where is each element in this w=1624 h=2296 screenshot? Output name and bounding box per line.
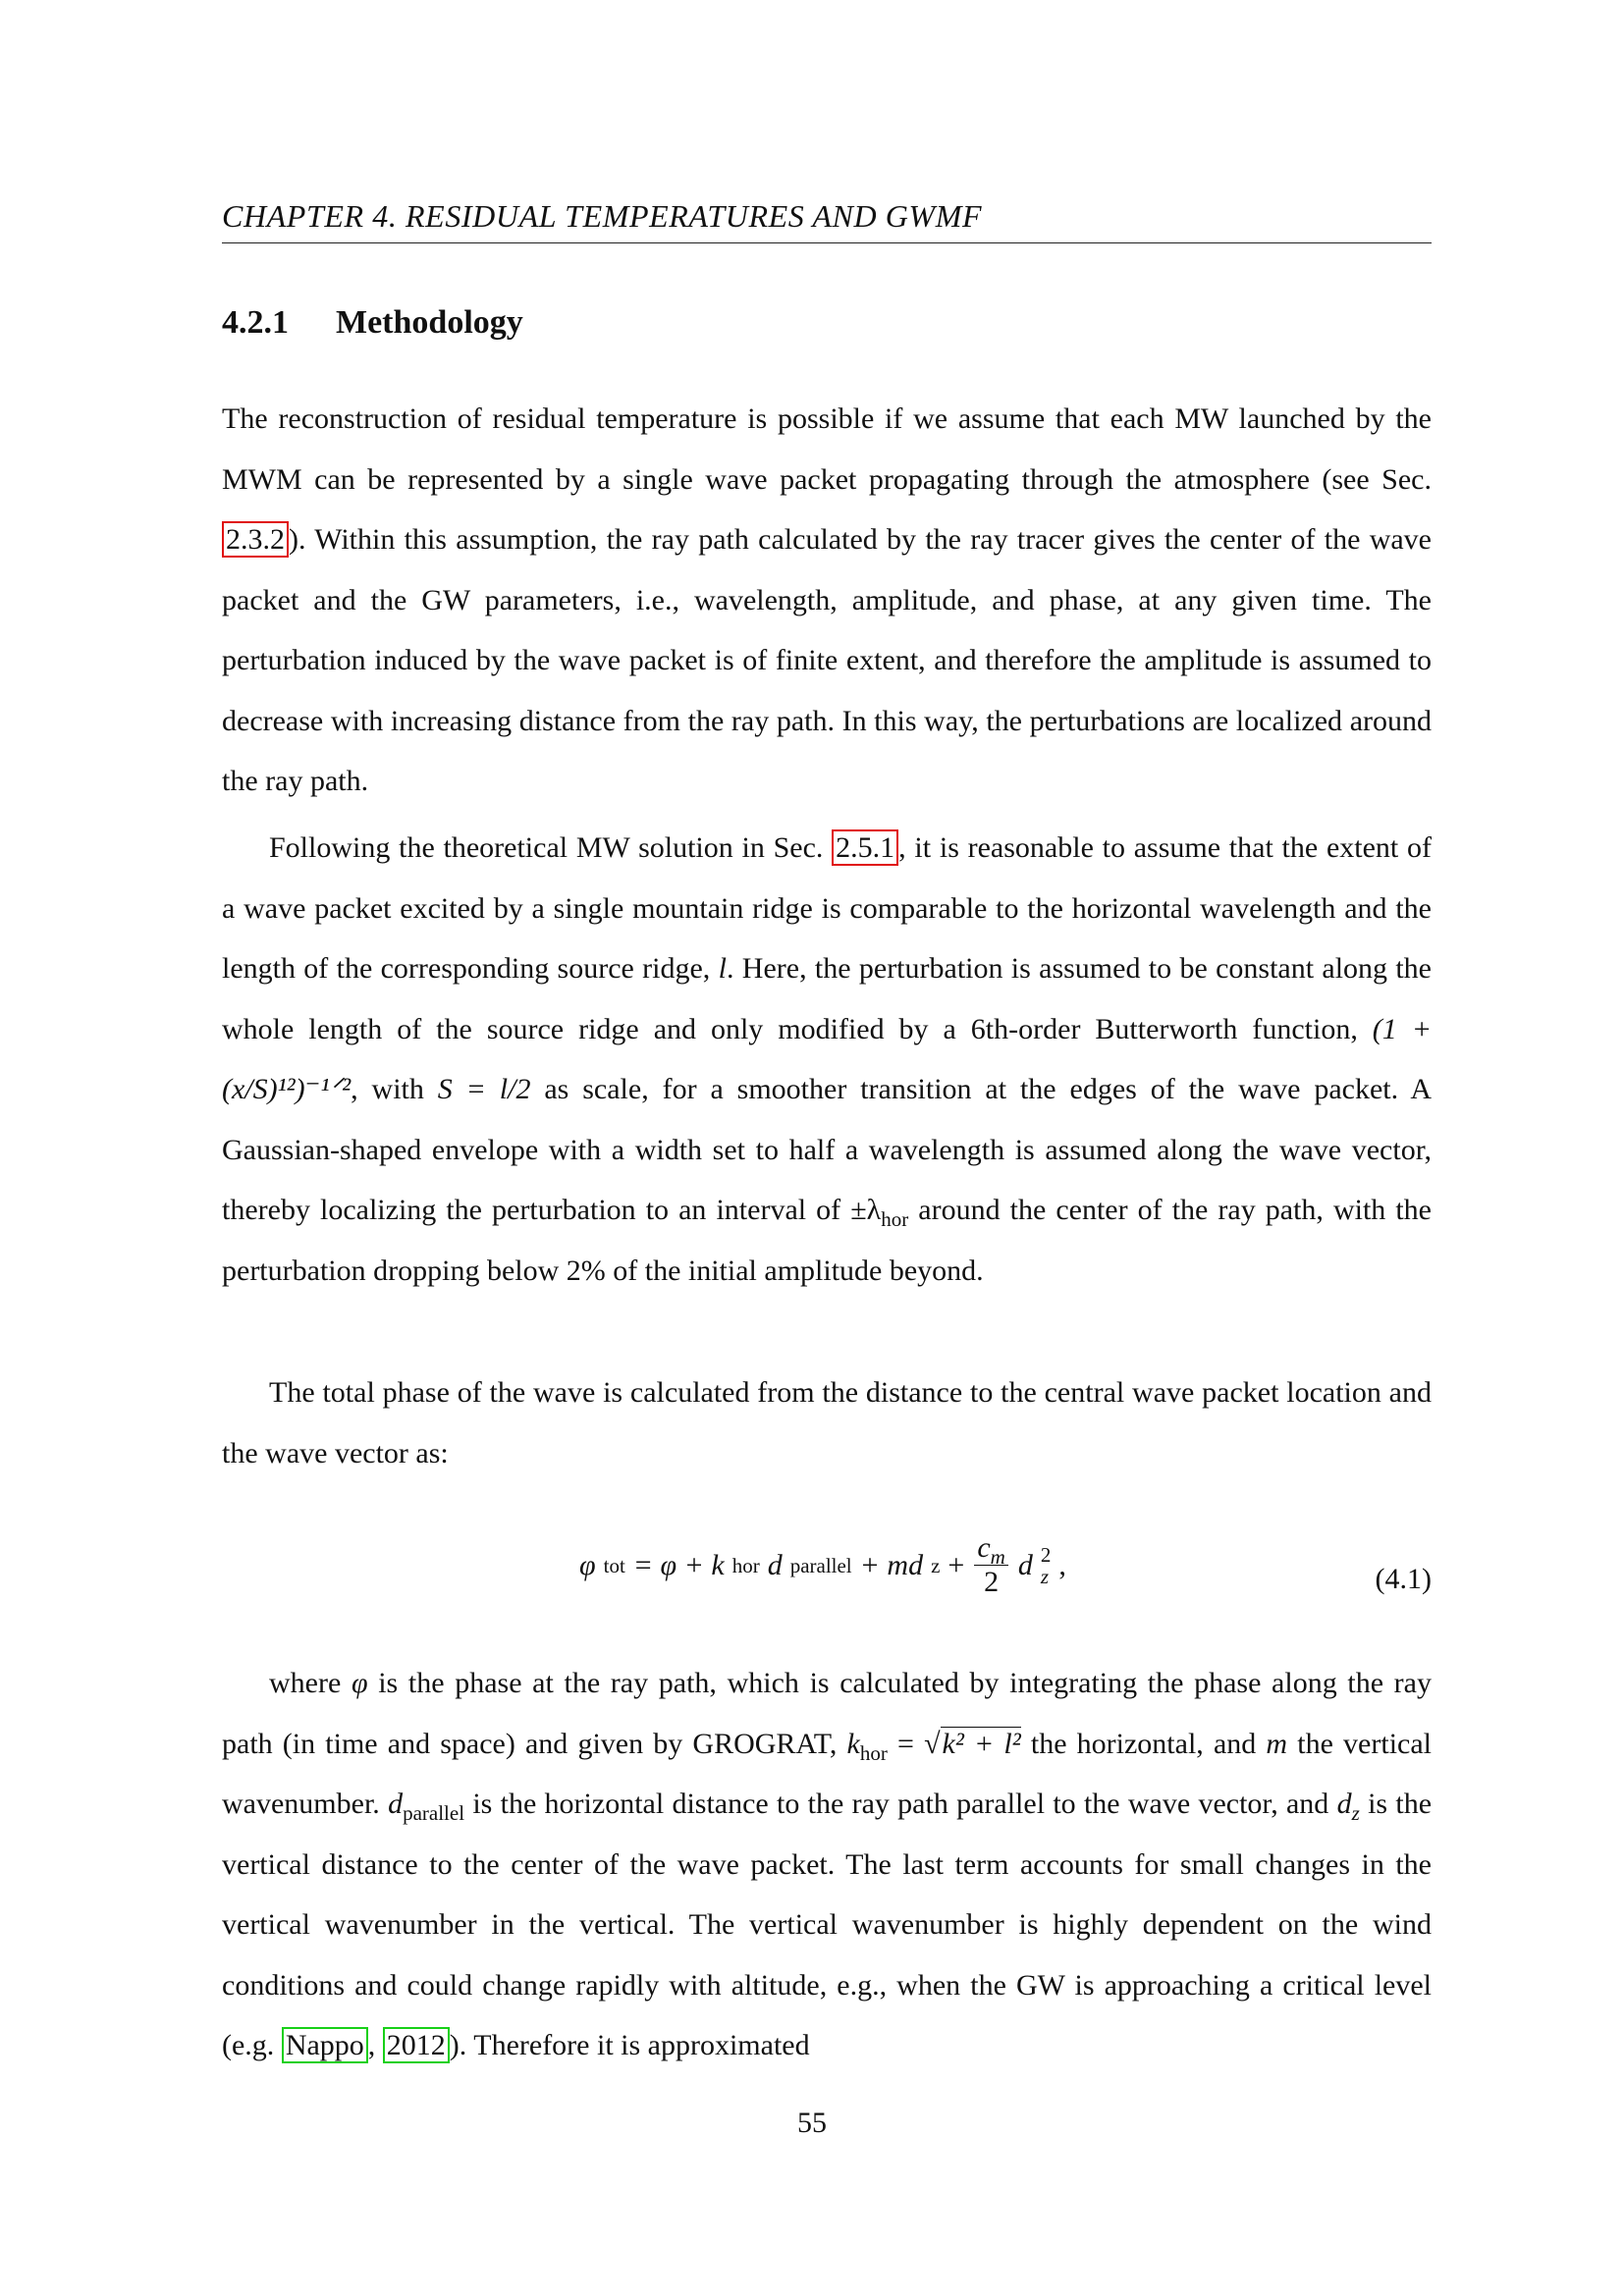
paragraph-text: the vertical wavenumber. xyxy=(222,1727,1432,1820)
paragraph-4 xyxy=(222,1653,1432,2076)
math-var-l: l xyxy=(718,952,727,985)
math-sub: hor xyxy=(859,1740,888,1765)
paragraph-text: where xyxy=(269,1667,352,1699)
paragraph-text: around the center of the ray path, with the perturbation dropping below 2% of the initial amplitude beyond. xyxy=(222,1194,1432,1287)
paragraph-text: . Here, the perturbation is assumed to be constant along the whole length of the source ridge and only modified by a 6th-order Butterworth function, xyxy=(222,952,1432,1045)
citation-sep: , xyxy=(367,2029,383,2061)
math-sub: parallel xyxy=(403,1801,465,1825)
paragraph-text: , with xyxy=(351,1073,438,1105)
paragraph-text: The reconstruction of residual temperature is possible if we assume that each MW launched by the MWM can be represented by a single wave packet propagating through the atmosphere (see Sec. xyxy=(222,402,1432,496)
math-dpar: d xyxy=(388,1788,404,1820)
math-m: m xyxy=(1266,1727,1288,1760)
math-sqrt-arg: k² + l² xyxy=(942,1727,1021,1760)
equation-number: (4.1) xyxy=(1375,1563,1432,1595)
eq-term: + md xyxy=(859,1548,924,1581)
section-title: Methodology xyxy=(336,304,523,341)
paragraph-text: the horizontal, and xyxy=(1020,1727,1267,1760)
eq-var: d xyxy=(767,1548,783,1581)
math-sub: z xyxy=(1351,1801,1360,1825)
running-header: CHAPTER 4. RESIDUAL TEMPERATURES AND GWMF xyxy=(222,198,1432,243)
math-sub: hor xyxy=(881,1207,909,1231)
paragraph-text: ). Within this assumption, the ray path calculated by the ray tracer gives the center of the wave packet and the GW parameters, i.e., wavelength, amplitude, and phase, at any given time. The perturbation induced by the wave packet is of finite extent, and therefore the amplitude is assumed to decrease with increasing distance from the ray path. In this way, the perturbations are localized around the ray path. xyxy=(222,523,1432,797)
paragraph-3: The total phase of the wave is calculated from the distance to the central wave packet location and the wave vector as: xyxy=(222,1376,1432,1469)
eq-sub: m xyxy=(990,1545,1005,1569)
eq-comma: , xyxy=(1058,1548,1066,1581)
eq-plus: + xyxy=(947,1548,965,1581)
eq-lhs: φ xyxy=(579,1548,596,1581)
paragraph-text: as scale, for a smoother transition at the edges of the wave packet. A Gaussian-shaped envelope with a width set to half a wavelength is assumed along the wave vector, thereby localizing the perturbation to an interval of xyxy=(222,1073,1432,1226)
paragraph-1 xyxy=(222,389,1432,812)
section-link-2-3-2[interactable]: 2.3.2 xyxy=(222,521,289,558)
section-heading xyxy=(222,304,523,342)
paragraph-text: is the vertical distance to the center of the wave packet. The last term accounts for small changes in the vertical wavenumber in the vertical. The vertical wavenumber is highly dependent on the wind conditions and could change rapidly with altitude, e.g., when the GW is approaching a critical level (e.g. xyxy=(222,1788,1433,2061)
eq-frac-num: c xyxy=(977,1531,991,1564)
paragraph-text: is the phase at the ray path, which is calculated by integrating the phase along the ray path (in time and space) and given by GROGRAT, xyxy=(222,1667,1432,1760)
paragraph-text: ). Therefore it is approximated xyxy=(449,2029,810,2061)
math-eq: = √ xyxy=(887,1727,941,1760)
paragraph-text: is the horizontal distance to the ray path parallel to the wave vector, and xyxy=(464,1788,1337,1820)
paragraph-text: Following the theoretical MW solution in Sec. xyxy=(269,831,833,864)
math-dz: d xyxy=(1336,1788,1352,1820)
math-phi: φ xyxy=(351,1667,368,1699)
equation-4-1: φ tot = φ + k hor d parallel + md z + $\frac{c_m}{2}$ d 2 z , xyxy=(579,1531,1066,1598)
math-interval: ±λ xyxy=(850,1194,882,1226)
paragraph-text: , it is reasonable to assume that the extent of a wave packet excited by a single mountain ridge is comparable to the horizontal wavelength and the length of the corresponding source ridge, xyxy=(222,831,1432,985)
section-link-2-5-1[interactable]: 2.5.1 xyxy=(832,829,898,866)
page-number: 55 xyxy=(797,2107,827,2139)
eq-rhs: = φ + k xyxy=(632,1548,725,1581)
eq-sub: z xyxy=(1040,1564,1050,1588)
math-butterworth: (1 + (x/S)¹²)⁻¹ᐟ² xyxy=(222,1012,1432,1105)
citation-link-year[interactable]: 2012 xyxy=(383,2027,450,2063)
eq-frac-den: 2 xyxy=(984,1566,1000,1598)
section-number: 4.2.1 xyxy=(222,304,289,341)
citation-link-author[interactable]: Nappo xyxy=(282,2027,368,2063)
math-khor: k xyxy=(846,1727,860,1760)
math-scale: S = l/2 xyxy=(437,1073,531,1105)
eq-fraction xyxy=(974,1531,1008,1599)
paragraph-2 xyxy=(222,818,1432,1301)
eq-tail: d xyxy=(1017,1548,1033,1581)
eq-sup: 2 xyxy=(1040,1542,1052,1567)
